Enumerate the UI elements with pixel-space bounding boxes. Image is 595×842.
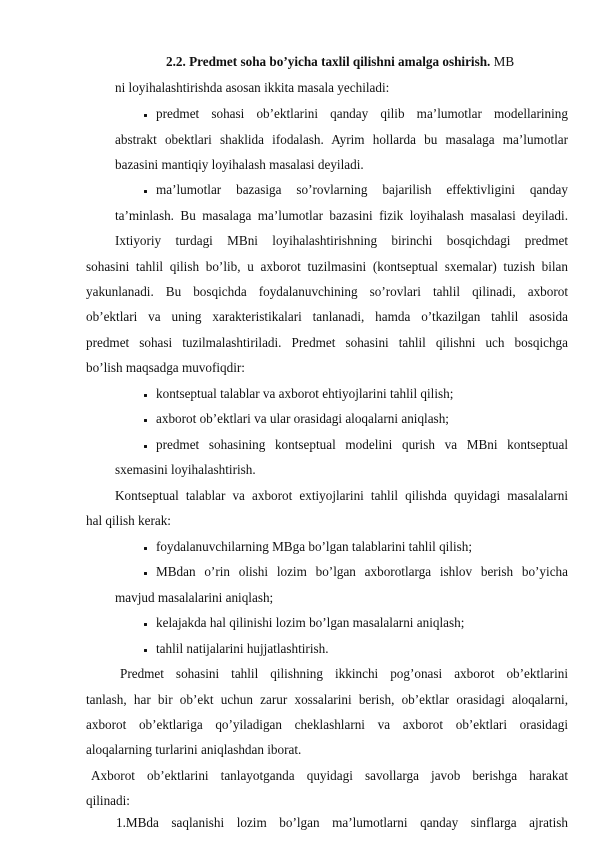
section-heading xyxy=(166,54,514,70)
paragraph-line: ob’ektlari va uning xarakteristikalari tanlanadi, hamda o’tkazilgan tahlil asosida xyxy=(86,309,568,324)
list-item-cont: sxemasini loyihalashtirish. xyxy=(115,462,256,477)
list-item: tahlil natijalarini hujjatlashtirish. xyxy=(156,641,329,656)
paragraph-line: Ixtiyoriy turdagi MBni loyihalashtirishning birinchi bosqichdagi predmet xyxy=(115,233,568,248)
bullet-icon xyxy=(144,572,147,575)
bullet-icon xyxy=(144,649,147,652)
list-item: kelajakda hal qilinishi lozim bo’lgan masalalarni aniqlash; xyxy=(156,615,465,630)
question-line: 1.MBda saqlanishi lozim bo’lgan ma’lumotlarni qanday sinflarga ajratish xyxy=(116,815,568,830)
list-item: predmet sohasi ob’ektlarini qanday qilib ma’lumotlar modellarining xyxy=(156,106,568,121)
paragraph-line: hal qilish kerak: xyxy=(86,513,171,528)
bullet-icon xyxy=(144,547,147,550)
list-item-cont: ta’minlash. Bu masalaga ma’lumotlar bazasini fizik loyihalash masalasi deyiladi. xyxy=(115,208,568,223)
bullet-icon xyxy=(144,114,147,117)
bullet-icon xyxy=(144,394,147,397)
bullet-icon xyxy=(144,623,147,626)
list-item: foydalanuvchilarning MBga bo’lgan talablarini tahlil qilish; xyxy=(156,539,473,554)
bullet-icon xyxy=(144,445,147,448)
paragraph-line: aloqalarning turlarini aniqlashdan iborat. xyxy=(86,742,302,757)
paragraph-line: yakunlanadi. Bu bosqichda foydalanuvchining so’rovlari tahlil qilinadi, axborot xyxy=(86,284,568,299)
list-item-cont: bazasini mantiqiy loyihalash masalasi deyiladi. xyxy=(115,157,364,172)
list-item-cont: abstrakt obektlari shaklida ifodalash. Ayrim hollarda bu masalaga ma’lumotlar xyxy=(115,132,568,147)
bullet-icon xyxy=(144,190,147,193)
section-heading-title: 2.2. Predmet soha bo’yicha taxlil qilishni amalga oshirish. xyxy=(166,54,491,69)
list-item: kontseptual talablar va axborot ehtiyojlarini tahlil qilish; xyxy=(156,386,454,401)
paragraph-line: Predmet sohasini tahlil qilishning ikkinchi pog’onasi axborot ob’ektlarini xyxy=(120,666,568,681)
paragraph-line: qilinadi: xyxy=(86,793,130,808)
paragraph-line: axborot ob’ektlariga qo’yiladigan cheklashlarni va axborot ob’ektlari orasidagi xyxy=(86,717,568,732)
list-item: predmet sohasining kontseptual modelini qurish va MBni kontseptual xyxy=(156,437,568,452)
bullet-icon xyxy=(144,419,147,422)
section-heading-tail: MB xyxy=(490,54,515,69)
paragraph-line: predmet sohasi tuzilmalashtiriladi. Predmet sohasini tahlil qilishni uch bosqichga xyxy=(86,335,568,350)
list-item: MBdan o’rin olishi lozim bo’lgan axborotlarga ishlov berish bo’yicha xyxy=(156,564,568,579)
paragraph-line: tanlash, har bir ob’ekt uchun zarur xossalarini berish, ob’ektlar orasidagi aloqalarni, xyxy=(86,692,568,707)
list-item: ma’lumotlar bazasiga so’rovlarning bajarilish effektivligini qanday xyxy=(156,182,568,197)
intro-line: ni loyihalashtirishda asosan ikkita masala yechiladi: xyxy=(115,80,390,95)
list-item: axborot ob’ektlari va ular orasidagi aloqalarni aniqlash; xyxy=(156,411,449,426)
paragraph-line: bo’lish maqsadga muvofiqdir: xyxy=(86,360,245,375)
paragraph-line: Kontseptual talablar va axborot extiyojlarini tahlil qilishda quyidagi masalalarni xyxy=(115,488,568,503)
list-item-cont: mavjud masalalarini aniqlash; xyxy=(115,590,274,605)
paragraph-line: sohasini tahlil qilish bo’lib, u axborot tuzilmasini (kontseptual sxemalar) tuzish bilan xyxy=(86,259,568,274)
paragraph-line: Axborot ob’ektlarini tanlayotganda quyidagi savollarga javob berishga harakat xyxy=(91,768,568,783)
